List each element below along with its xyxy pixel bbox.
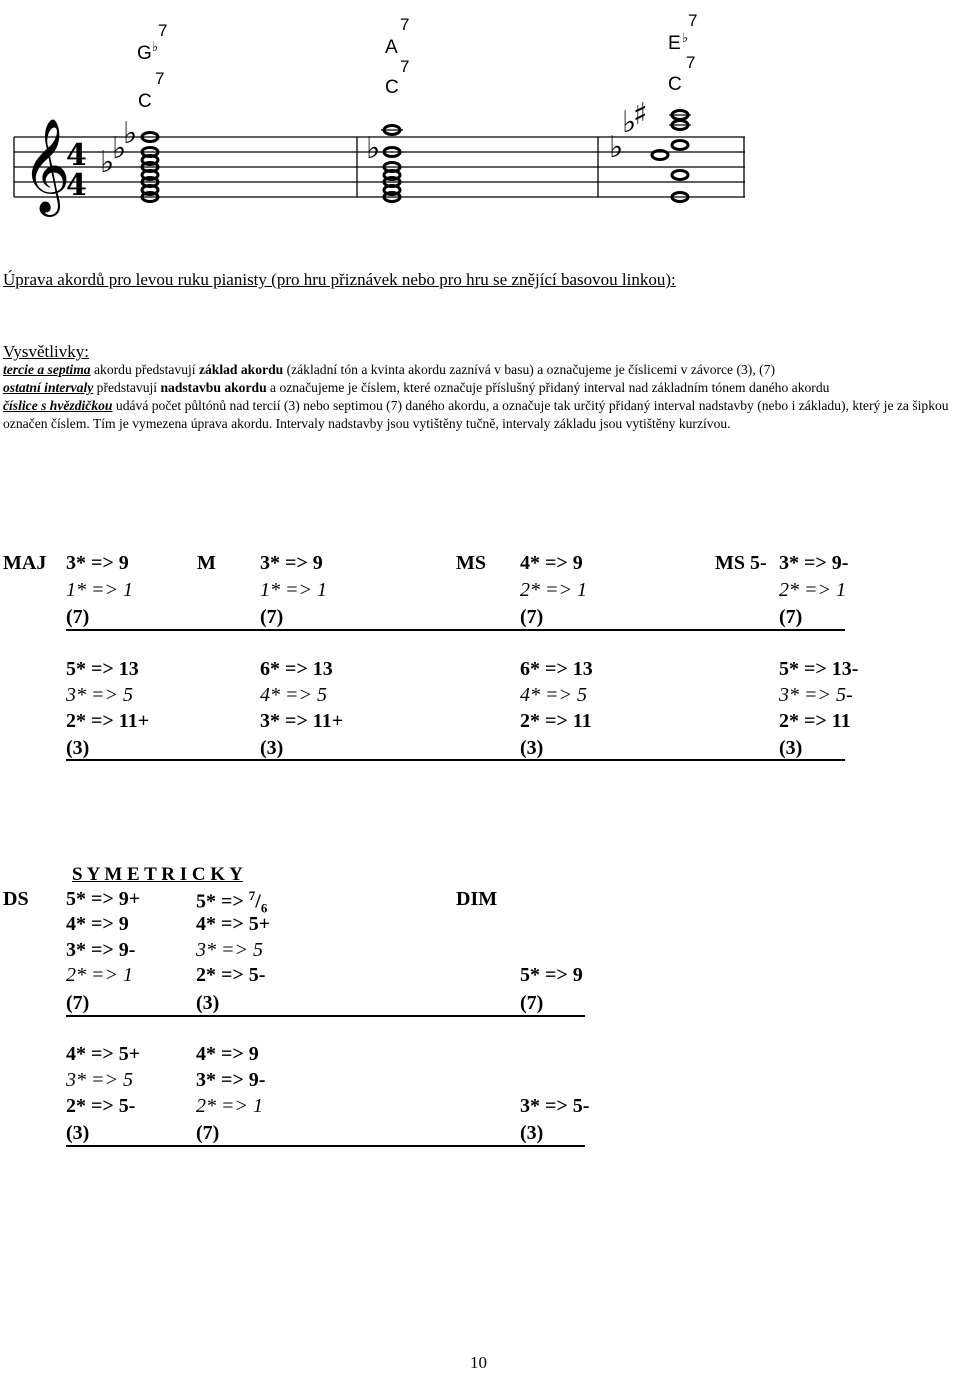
- flat-icon: [100, 116, 137, 180]
- cell: (7): [520, 992, 544, 1014]
- svg-text:♭: ♭: [622, 105, 637, 140]
- svg-text:♭: ♭: [112, 131, 127, 166]
- svg-text:♭: ♭: [100, 145, 115, 180]
- cell: 5* => 9: [520, 964, 583, 986]
- cell: 3* => 5-: [779, 684, 853, 706]
- label-ds: DS: [3, 888, 29, 910]
- cell: 2* => 1: [779, 579, 846, 601]
- cell: 3* => 5: [196, 939, 263, 961]
- symmetric-title: S Y M E T R I C K Y: [72, 864, 243, 885]
- page-number: 10: [470, 1353, 487, 1372]
- cell: 3* => 9: [260, 552, 323, 574]
- cell: 3* => 9-: [779, 552, 849, 574]
- cell: 2* => 11: [779, 710, 851, 732]
- divider: [66, 1145, 585, 1147]
- cell: 6* => 13: [260, 658, 333, 680]
- cell: 3* => 5-: [520, 1095, 590, 1117]
- label-ms5: MS 5-: [715, 552, 767, 574]
- cell: 3* => 5: [66, 684, 133, 706]
- label-ms: MS: [456, 552, 486, 574]
- cell: 4* => 9: [196, 1043, 259, 1065]
- cell: 2* => 11: [520, 710, 592, 732]
- cell: (7): [520, 606, 544, 628]
- cell: (7): [196, 1122, 220, 1144]
- cell: (7): [779, 606, 803, 628]
- cell: 2* => 1: [196, 1095, 263, 1117]
- music-score: [0, 0, 745, 225]
- time-signature-bottom: 4: [66, 168, 87, 203]
- cell: 5* => 13: [66, 658, 139, 680]
- cell: 3* => 9: [66, 552, 129, 574]
- cell: (3): [260, 737, 284, 759]
- svg-text:♭: ♭: [123, 116, 138, 151]
- divider: [66, 759, 845, 761]
- divider: [66, 1015, 585, 1017]
- cell: (3): [66, 737, 90, 759]
- accidental-icons: [609, 97, 648, 165]
- cell: 4* => 5+: [66, 1043, 141, 1065]
- cell: (3): [520, 737, 544, 759]
- section-heading: Úprava akordů pro levou ruku pianisty (pro hru přiznávek nebo pro hru se znějící basovou linkou):: [3, 270, 676, 289]
- label-maj: MAJ: [3, 552, 47, 574]
- legend-line-2: ostatní intervaly představují nadstavbu akordu a označujeme je číslem, které označuje příslušný přidaný interval nad základním tónem daného akordu: [3, 380, 830, 395]
- cell: (3): [520, 1122, 544, 1144]
- cell: 6* => 13: [520, 658, 593, 680]
- cell: 3* => 9-: [196, 1069, 266, 1091]
- cell: (3): [66, 1122, 90, 1144]
- chord-3-notes: [652, 111, 691, 202]
- cell: 1* => 1: [66, 579, 133, 601]
- time-signature-top: 4: [66, 138, 87, 173]
- cell: 2* => 1: [520, 579, 587, 601]
- cell: 3* => 5: [66, 1069, 133, 1091]
- cell: (7): [66, 606, 90, 628]
- cell-fraction: $5* => ^7/_6$: [196, 888, 268, 916]
- cell: 4* => 9: [66, 913, 129, 935]
- svg-text:♭: ♭: [609, 130, 624, 165]
- cell: 2* => 1: [66, 964, 133, 986]
- cell: 4* => 5: [260, 684, 327, 706]
- cell: 3* => 9-: [66, 939, 136, 961]
- legend-title: Vysvětlivky:: [3, 342, 89, 361]
- cell: 5* => 9+: [66, 888, 141, 910]
- cell: 2* => 5-: [66, 1095, 136, 1117]
- treble-clef-icon: 𝄞: [22, 118, 71, 213]
- cell: 3* => 11+: [260, 710, 344, 732]
- divider: [66, 629, 845, 631]
- cell: 4* => 5+: [196, 913, 271, 935]
- legend: [3, 361, 958, 433]
- cell: (7): [66, 992, 90, 1014]
- cell: 4* => 9: [520, 552, 583, 574]
- legend-line-1: tercie a septima akordu představují základ akordu (základní tón a kvinta akordu zaznívá v basu) a označujeme je číslicemi v závorce (3), (7): [3, 362, 775, 377]
- cell: (3): [779, 737, 803, 759]
- cell: 4* => 5: [520, 684, 587, 706]
- cell: 2* => 11+: [66, 710, 150, 732]
- cell: 1* => 1: [260, 579, 327, 601]
- cell: 5* => 13-: [779, 658, 859, 680]
- label-m: M: [197, 552, 216, 574]
- cell: (3): [196, 992, 220, 1014]
- cell: (7): [260, 606, 284, 628]
- flat-icon: ♭: [366, 131, 381, 166]
- cell: 2* => 5-: [196, 964, 266, 986]
- label-dim: DIM: [456, 888, 498, 910]
- legend-line-3: číslice s hvězdičkou udává počet půltónů nad tercií (3) nebo septimou (7) daného akordu, a označuje tak určitý přidaný interval nadstavby (nebo i základu), který je za šipkou označen číslem. Tím je vymezena úprava akordu. Intervaly nadstavby jsou vytištěny tučně, intervaly základu jsou vytištěny kurzívou.: [3, 398, 949, 431]
- svg-text:♯: ♯: [633, 97, 648, 132]
